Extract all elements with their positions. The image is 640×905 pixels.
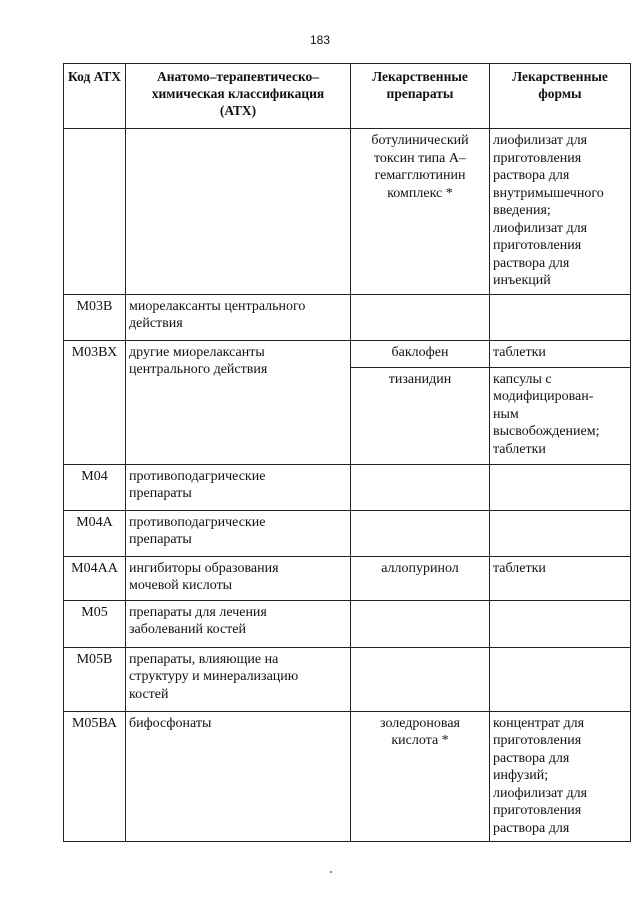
classification-cell [126,129,351,295]
drug-cell [351,600,490,647]
drug-cell: аллопуринол [351,556,490,600]
header-forms: Лекарственные формы [490,64,631,129]
header-classification: Анатомо–терапевтическо– химическая классификация (АТХ) [126,64,351,129]
classification-cell: миорелаксанты центрального действия [126,294,351,340]
drug-cell: ботулинический токсин типа А– гемагглютинин комплекс * [351,129,490,295]
table-row [64,129,631,295]
dosage-form-cell [490,647,631,711]
header-drugs: Лекарственные препараты [351,64,490,129]
classification-cell: препараты для лечения заболеваний костей [126,600,351,647]
drug-cell [351,647,490,711]
header-code: Код АТХ [64,64,126,129]
dosage-form-cell [490,600,631,647]
table-row [64,711,631,842]
table-row [64,294,631,340]
atx-code-cell: М05В [64,647,126,711]
dosage-form-cell [490,464,631,510]
atx-code-cell [64,129,126,295]
atx-code-cell: М04АА [64,556,126,600]
atx-code-cell: М05ВА [64,711,126,842]
atx-table [63,63,631,842]
dosage-form-cell: концентрат для приготовления раствора для инфузий; лиофилизат для приготовления раствора для [490,711,631,842]
table-row [64,556,631,600]
atx-code-cell: М03ВХ [64,340,126,464]
drug-cell [351,510,490,556]
dosage-form-cell: таблетки [490,556,631,600]
drug-cell: баклофен [351,340,490,367]
classification-cell: ингибиторы образования мочевой кислоты [126,556,351,600]
scan-speck [330,871,332,873]
dosage-form-cell [490,294,631,340]
drug-cell [351,464,490,510]
dosage-form-cell: таблетки [490,340,631,367]
classification-cell: другие миорелаксанты центрального действия [126,340,351,464]
atx-code-cell: М04 [64,464,126,510]
table-row [64,647,631,711]
table-row [64,600,631,647]
classification-cell: противоподагрические препараты [126,464,351,510]
atx-code-cell: М04А [64,510,126,556]
table-header-row [64,64,631,129]
table-row [64,464,631,510]
drug-cell: золедроновая кислота * [351,711,490,842]
classification-cell: препараты, влияющие на структуру и минерализацию костей [126,647,351,711]
drug-cell [351,294,490,340]
classification-cell: противоподагрические препараты [126,510,351,556]
atx-code-cell: М05 [64,600,126,647]
drug-cell: тизанидин [351,367,490,464]
page-number: 183 [309,33,331,47]
dosage-form-cell [490,510,631,556]
table-row [64,510,631,556]
dosage-form-cell: капсулы с модифицирован- ным высвобождением; таблетки [490,367,631,464]
classification-cell: бифосфонаты [126,711,351,842]
dosage-form-cell: лиофилизат для приготовления раствора для внутримышечного введения; лиофилизат для приготовления раствора для инъекций [490,129,631,295]
atx-code-cell: М03В [64,294,126,340]
table-row [64,340,631,367]
